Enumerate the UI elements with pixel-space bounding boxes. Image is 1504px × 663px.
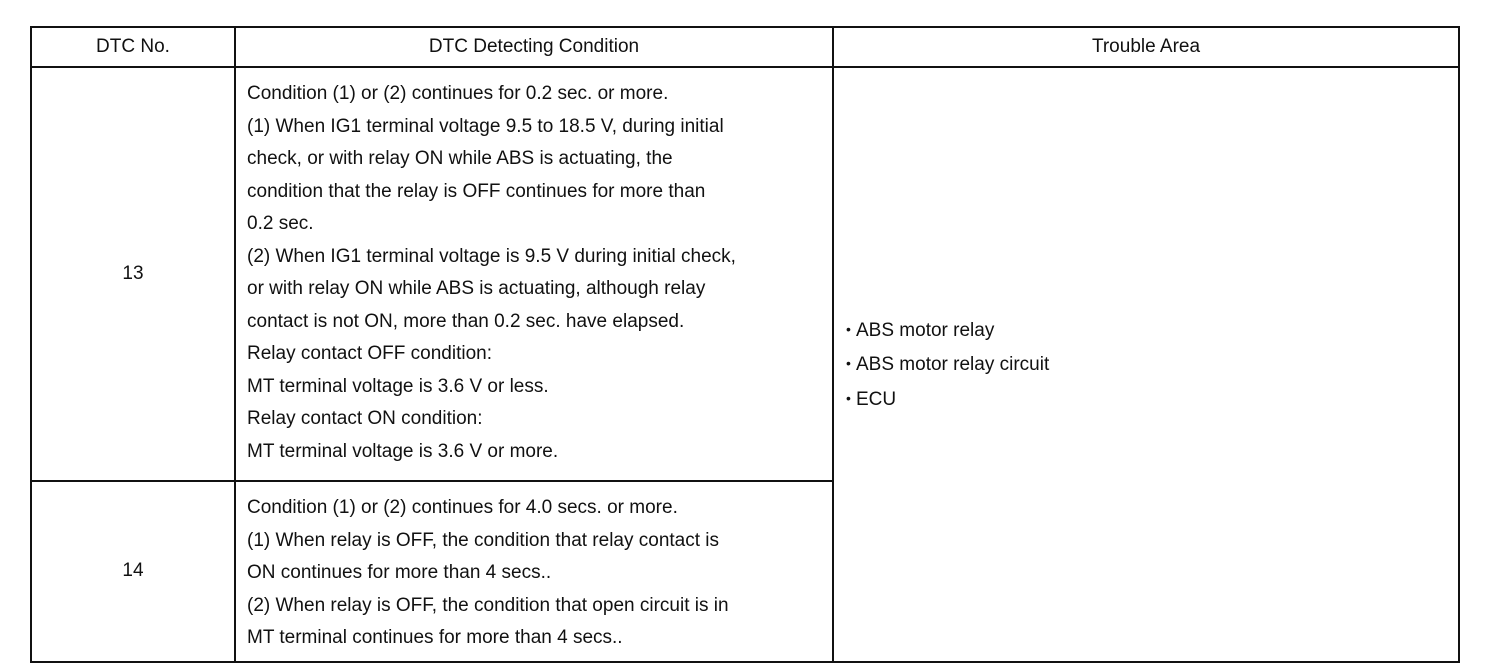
table-header-row [31,27,1459,67]
header-trouble-area: Trouble Area [833,27,1459,67]
trouble-area-item-label: ABS motor relay circuit [856,354,1050,375]
trouble-area-item [846,347,1458,382]
condition-cell-13 [235,67,833,481]
condition-line: check, or with relay ON while ABS is actuating, the [247,148,673,169]
trouble-area-item-label: ABS motor relay [856,319,995,341]
bullet-icon: • [846,320,851,337]
condition-line: (2) When IG1 terminal voltage is 9.5 V during initial check, [247,245,736,267]
condition-cell-14 [235,481,833,662]
condition-line: contact is not ON, more than 0.2 sec. have elapsed. [247,310,685,332]
condition-line: (2) When relay is OFF, the condition that open circuit is in [247,594,729,616]
condition-line: (1) When IG1 terminal voltage 9.5 to 18.5 V, during initial [247,115,724,137]
condition-line: (1) When relay is OFF, the condition that relay contact is [247,529,720,551]
trouble-area-list [846,313,1458,417]
table-row-dtc-13 [31,67,1459,481]
header-detecting-condition: DTC Detecting Condition [235,27,833,67]
condition-line: MT terminal continues for more than 4 secs.. [247,627,623,648]
dtc-number-cell: 13 [31,67,235,481]
condition-line: 0.2 sec. [247,213,314,234]
header-dtc-no: DTC No. [31,27,235,67]
condition-line: condition that the relay is OFF continues for more than [247,180,706,202]
condition-line: MT terminal voltage is 3.6 V or more. [247,440,559,462]
bullet-icon: • [846,355,851,371]
trouble-area-item-label: ECU [856,388,897,410]
dtc-table [30,26,1460,663]
trouble-area-item [846,313,1458,348]
trouble-area-cell [833,67,1459,662]
bullet-icon: • [846,389,851,406]
condition-line: ON continues for more than 4 secs.. [247,562,552,583]
condition-line: Condition (1) or (2) continues for 0.2 sec. or more. [247,83,669,104]
trouble-area-item [846,382,1458,417]
condition-line: or with relay ON while ABS is actuating, although relay [247,278,706,299]
condition-line: MT terminal voltage is 3.6 V or less. [247,375,549,397]
condition-line: Relay contact ON conditiоn: [247,408,483,429]
dtc-number-cell: 14 [31,481,235,662]
condition-line: Relay contact OFF condition: [247,343,492,364]
condition-line: Condition (1) or (2) continues for 4.0 secs. or more. [247,497,678,518]
